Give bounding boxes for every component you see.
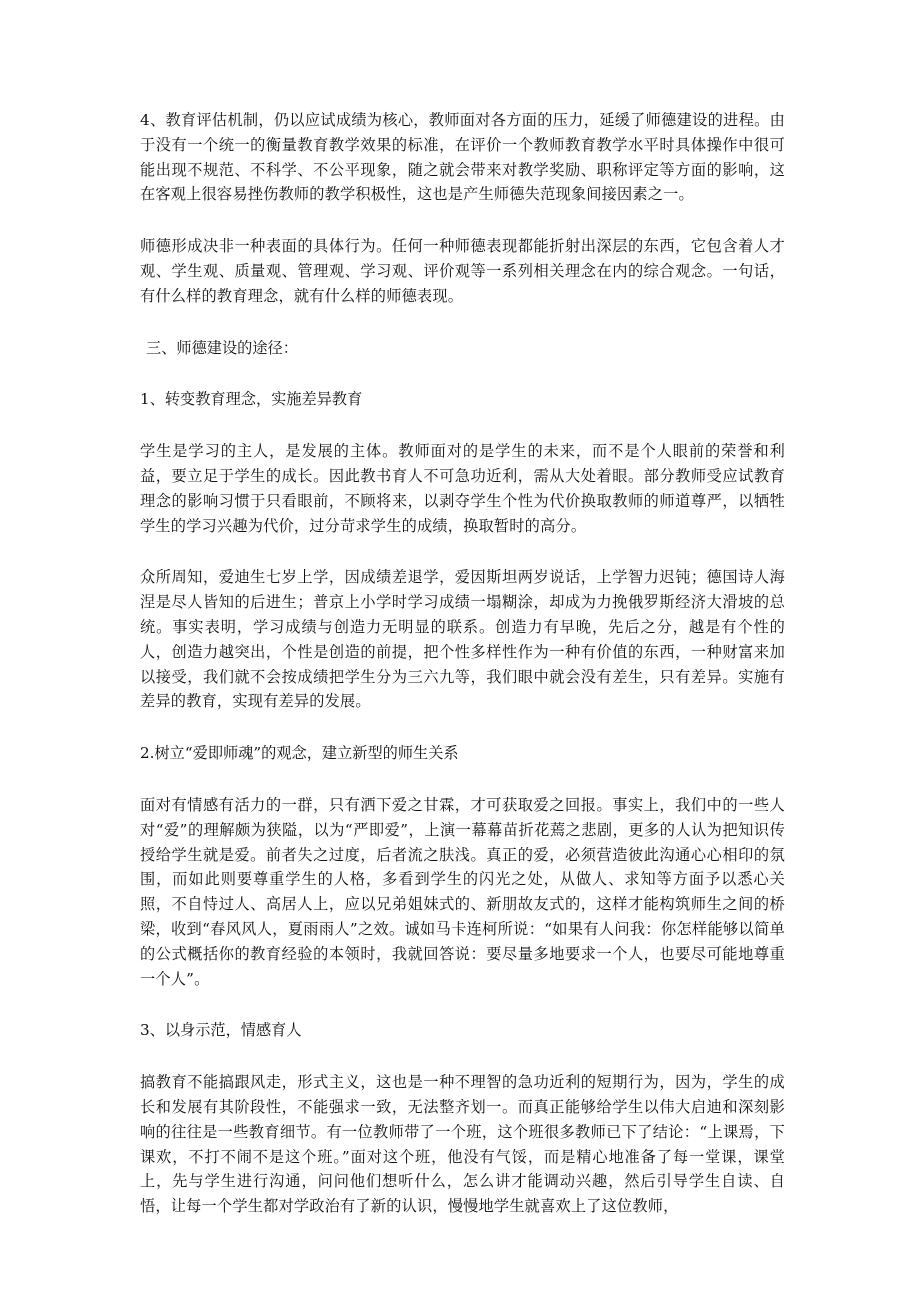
subheading-lead-by-example: 3、以身示范，情感育人 bbox=[140, 1021, 302, 1040]
document-body bbox=[140, 108, 785, 1246]
paragraph-love-and-respect: 面对有情感有活力的一群，只有洒下爱之甘霖，才可获取爱之回报。事实上，我们中的一些人对“爱”的理解颇为狭隘，以为“严即爱”，上演一幕幕苗折花蔫之悲剧，更多的人认为把知识传授给学生就是爱。前者失之过度，后者流之肤浅。真正的爱，必须营造彼此沟通心心相印的氛围，而如此则要尊重学生的人格，多看到学生的闪光之处，从做人、求知等方面予以悉心关照，不自恃过人、高居人上，应以兄弟姐妹式的、新朋故友式的，这样才能构筑师生之间的桥梁，收到“春风风人，夏雨雨人”之效。诚如马卡连柯所说：“如果有人问我：你怎样能够以简单的公式概括你的教育经验的本领时，我就回答说：要尽量多地要求一个人，也要尽可能地尊重一个人”。 bbox=[140, 795, 785, 988]
paragraph-student-is-master: 学生是学习的主人，是发展的主体。教师面对的是学生的未来，而不是个人眼前的荣誉和利益，要立足于学生的成长。因此教书育人不可急功近利，需从大处着眼。部分教师受应试教育理念的影响习惯于只看眼前，不顾将来，以剥夺学生个性为代价换取教师的师道尊严，以牺牲学生的学习兴趣为代价，过分苛求学生的成绩，换取暂时的高分。 bbox=[140, 442, 785, 535]
subheading-love-as-soul: 2.树立“爱即师魂”的观念，建立新型的师生关系 bbox=[140, 744, 459, 763]
subheading-change-education-concept: 1、转变教育理念，实施差异教育 bbox=[140, 390, 363, 409]
paragraph-evaluation-mechanism: 4、教育评估机制，仍以应试成绩为核心，教师面对各方面的压力，延缓了师德建设的进程。由于没有一个统一的衡量教育教学效果的标准，在评价一个教师教育教学水平时具体操作中很可能出现不规范、不科学、不公平现象，随之就会带来对教学奖励、职称评定等方面的影响，这在客观上很容易挫伤教师的教学积极性，这也是产生师德失范现象间接因素之一。 bbox=[140, 111, 785, 204]
paragraph-famous-examples: 众所周知，爱迪生七岁上学，因成绩差退学，爱因斯坦两岁说话，上学智力迟钝；德国诗人海涅是尽人皆知的后进生；普京上小学时学习成绩一塌糊涂，却成为力挽俄罗斯经济大滑坡的总统。事实表明，学习成绩与创造力无明显的联系。创造力有早晚，先后之分，越是有个性的人，创造力越突出，个性是创造的前提，把个性多样性作为一种有价值的东西，一种财富来加以接受，我们就不会按成绩把学生分为三六九等，我们眼中就会没有差生，只有差异。实施有差异的教育，实现有差异的发展。 bbox=[140, 568, 785, 711]
paragraph-education-details: 搞教育不能搞跟风走，形式主义，这也是一种不理智的急功近利的短期行为，因为，学生的成长和发展有其阶段性，不能强求一致，无法整齐划一。而真正能够给学生以伟大启迪和深刻影响的往往是一些教育细节。有一位教师带了一个班，这个班很多教师已下了结论：“上课焉，下课欢，不打不闹不是这个班。”面对这个班，他没有气馁，而是精心地准备了每一堂课，课堂上，先与学生进行沟通，问问他们想听什么，怎么讲才能调动兴趣，然后引导学生自读、自悟，让每一个学生都对学政治有了新的认识，慢慢地学生就喜欢上了这位教师， bbox=[140, 1073, 785, 1216]
section-heading-ethics-approach: 三、师德建设的途径： bbox=[146, 338, 298, 357]
paragraph-teacher-ethics-formation: 师德形成决非一种表面的具体行为。任何一种师德表现都能折射出深层的东西，它包含着人才观、学生观、质量观、管理观、学习观、评价观等一系列相关理念在内的综合观念。一句话，有什么样的教育理念，就有什么样的师德表现。 bbox=[140, 237, 785, 305]
